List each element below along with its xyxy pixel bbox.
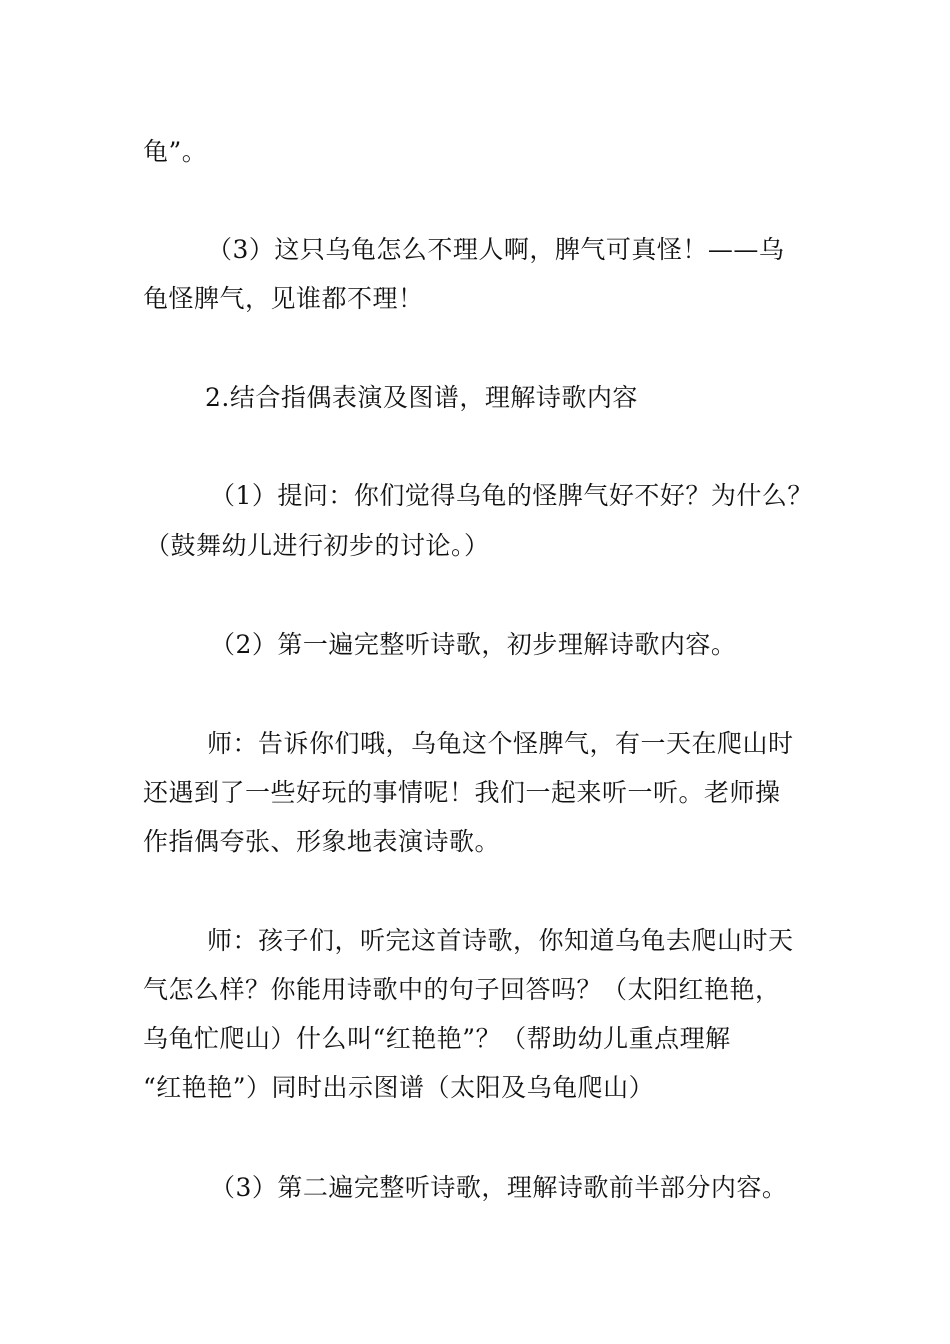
- text-line: （鼓舞幼儿进行初步的讨论。）: [145, 531, 490, 560]
- section-heading: 2.结合指偶表演及图谱，理解诗歌内容: [205, 383, 638, 412]
- text-line: （3）第二遍完整听诗歌，理解诗歌前半部分内容。: [210, 1173, 788, 1202]
- text-line: 师：孩子们，听完这首诗歌，你知道乌龟去爬山时天: [207, 926, 794, 955]
- text-line: “红艳艳”）同时出示图谱（太阳及乌龟爬山）: [143, 1073, 655, 1102]
- text-line: 还遇到了一些好玩的事情呢！我们一起来听一听。老师操: [143, 778, 781, 807]
- text-line: 气怎么样？你能用诗歌中的句子回答吗？（太阳红艳艳，: [143, 975, 781, 1004]
- text-line: （2）第一遍完整听诗歌，初步理解诗歌内容。: [210, 630, 737, 659]
- text-line: 龟怪脾气，见谁都不理！: [143, 284, 424, 313]
- text-line: （3）这只乌龟怎么不理人啊，脾气可真怪！——乌: [207, 235, 785, 264]
- text-line: （1）提问：你们觉得乌龟的怪脾气好不好？为什么？: [210, 481, 813, 510]
- text-line: 作指偶夸张、形象地表演诗歌。: [143, 827, 501, 856]
- text-line: 师：告诉你们哦，乌龟这个怪脾气，有一天在爬山时: [207, 729, 794, 758]
- text-line: 乌龟忙爬山）什么叫“红艳艳”？（帮助幼儿重点理解: [143, 1024, 731, 1053]
- text-line: 龟”。: [143, 137, 208, 166]
